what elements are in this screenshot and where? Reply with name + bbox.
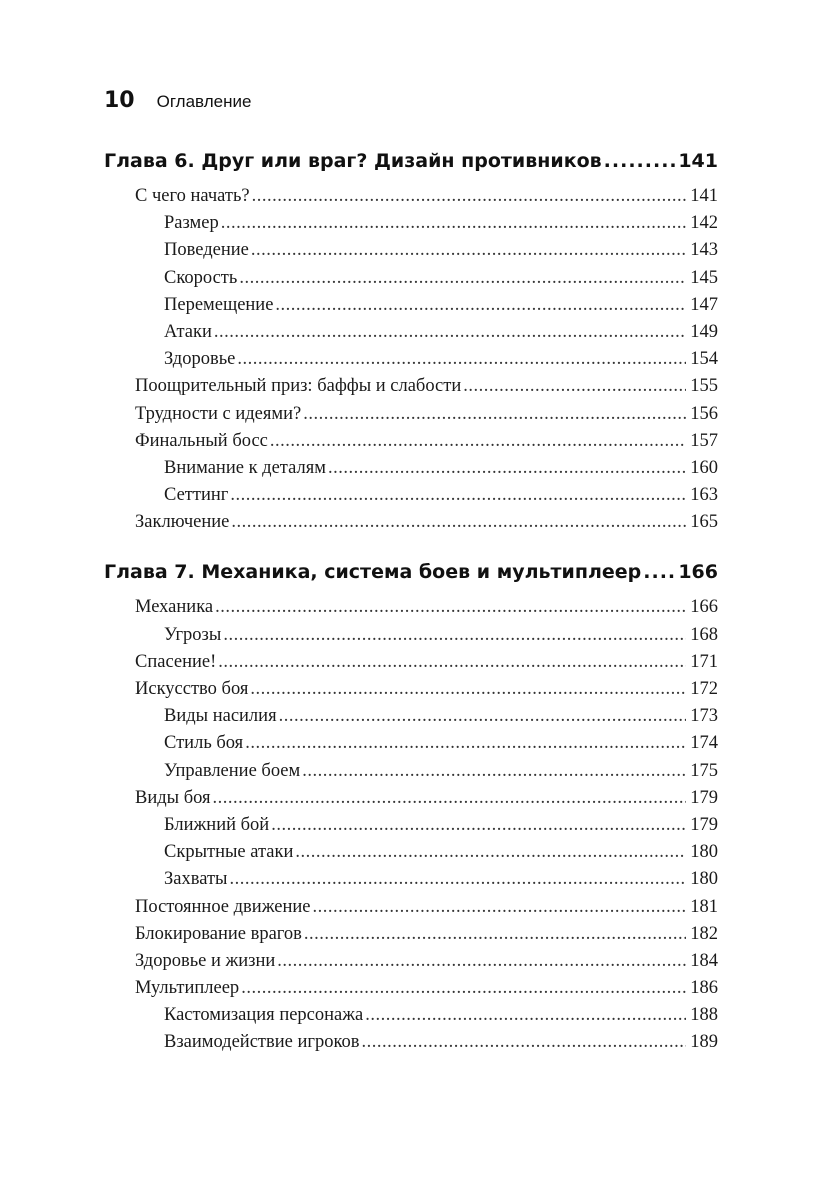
toc-entry-page: 172: [690, 679, 718, 699]
toc-entry[interactable]: [104, 897, 718, 924]
toc-entry[interactable]: [104, 788, 718, 815]
toc-entry-page: 155: [690, 376, 718, 397]
toc-entry-page: 188: [690, 1005, 718, 1026]
dot-leader: [271, 815, 686, 836]
dot-leader: [328, 458, 686, 479]
toc-entry-title: Трудности с идеями?: [135, 403, 302, 424]
toc-entry-title: Управление боем: [164, 760, 301, 781]
toc-entry-page: 142: [690, 213, 718, 234]
dot-leader: [231, 512, 686, 533]
dot-leader: [237, 349, 686, 370]
dot-leader: [463, 376, 686, 397]
page-header: [104, 88, 251, 120]
dot-leader: [304, 924, 686, 945]
toc-entry-title: Мультиплеер: [135, 978, 240, 999]
dot-leader: [252, 186, 686, 207]
toc-entry-page: 143: [690, 240, 718, 261]
toc-entry-page: 173: [690, 706, 718, 727]
toc-entry[interactable]: [104, 268, 718, 295]
toc-entry-title: Механика: [135, 597, 214, 618]
dot-leader: [277, 951, 686, 972]
dot-leader: [303, 404, 686, 425]
toc-entry-title: Спасение!: [135, 651, 217, 672]
dot-leader: [229, 869, 686, 890]
dot-leader: [643, 561, 676, 583]
toc-entry-page: 180: [690, 842, 718, 863]
dot-leader: [365, 1005, 686, 1026]
toc-entry-page: 160: [690, 457, 718, 478]
toc-entry-page: 179: [690, 814, 718, 835]
toc-entry[interactable]: [104, 842, 718, 869]
toc-entry[interactable]: [104, 679, 718, 706]
dot-leader: [279, 706, 686, 727]
toc-entry[interactable]: [104, 1032, 718, 1059]
toc-entry-title: Перемещение: [164, 294, 274, 315]
toc-entry-page: 168: [690, 624, 718, 645]
toc-entry-title: Искусство боя: [135, 679, 249, 699]
toc-entry-page: 189: [690, 1032, 718, 1053]
toc-entry-page: 174: [690, 733, 718, 754]
toc-entry[interactable]: [104, 1005, 718, 1032]
toc-entry-title: Внимание к деталям: [164, 457, 326, 478]
toc-entry-title: Заключение: [135, 512, 230, 533]
toc-entry[interactable]: [104, 815, 718, 842]
toc-entry-page: 145: [690, 267, 718, 288]
toc-entry-page: 141: [690, 186, 718, 206]
dot-leader: [250, 679, 686, 700]
dot-leader: [214, 322, 686, 343]
chapter-page: 141: [678, 150, 718, 172]
toc-entry-title: Сеттинг: [164, 485, 229, 506]
toc-entry-title: Постоянное движение: [135, 896, 311, 917]
dot-leader: [218, 652, 686, 673]
dot-leader: [215, 597, 686, 618]
toc-entry[interactable]: [104, 322, 718, 349]
dot-leader: [223, 625, 686, 646]
toc-entry[interactable]: [104, 924, 718, 951]
chapter-page: 166: [678, 561, 718, 584]
toc-entry-title: С чего начать?: [135, 186, 250, 206]
dot-leader: [362, 1032, 687, 1053]
dot-leader: [275, 295, 686, 316]
toc-entry-title: Поощрительный приз: баффы и слабости: [135, 376, 462, 397]
toc-entry-page: 186: [690, 978, 718, 999]
dot-leader: [213, 788, 686, 809]
toc-entry-title: Скорость: [164, 267, 238, 288]
toc-entry[interactable]: [104, 761, 718, 788]
toc-entry[interactable]: [104, 951, 718, 978]
toc-entry-title: Взаимодействие игроков: [164, 1032, 360, 1053]
toc-entry-page: 179: [690, 787, 718, 808]
toc-entry[interactable]: [104, 376, 718, 403]
toc-entry-page: 154: [690, 349, 718, 370]
toc-entry-page: 182: [690, 923, 718, 944]
toc-entry-page: 157: [690, 430, 718, 451]
toc-entry-page: 149: [690, 321, 718, 342]
toc-entry-title: Стиль боя: [164, 733, 244, 754]
toc-entry-page: 163: [690, 485, 718, 506]
toc-entry-page: 156: [690, 403, 718, 424]
toc-entry-title: Угрозы: [164, 624, 222, 645]
toc-entry[interactable]: [104, 597, 718, 624]
toc-entry-title: Финальный босс: [135, 430, 268, 451]
toc-entry[interactable]: [104, 349, 718, 376]
dot-leader: [270, 431, 686, 452]
toc-entry[interactable]: [104, 213, 718, 240]
toc-entry[interactable]: [104, 431, 718, 458]
running-title: Оглавление: [156, 92, 252, 111]
toc-entry[interactable]: [104, 978, 718, 1005]
toc-entry[interactable]: [104, 625, 718, 652]
dot-leader: [245, 733, 686, 754]
toc-entry-title: Поведение: [164, 240, 249, 261]
toc-entry[interactable]: [104, 295, 718, 322]
toc-entry[interactable]: [104, 186, 718, 213]
dot-leader: [312, 897, 686, 918]
dot-leader: [251, 240, 686, 261]
dot-leader: [239, 268, 686, 289]
toc-entry-title: Здоровье и жизни: [135, 950, 276, 971]
toc-entry-title: Кастомизация персонажа: [164, 1005, 364, 1026]
toc-entry[interactable]: [104, 733, 718, 760]
chapter-7-heading[interactable]: [104, 561, 718, 597]
dot-leader: [302, 761, 686, 782]
table-of-contents: [104, 150, 718, 1060]
toc-entry[interactable]: [104, 869, 718, 896]
toc-entry[interactable]: [104, 404, 718, 431]
toc-entry-title: Ближний бой: [164, 814, 270, 835]
toc-entry-page: 165: [690, 512, 718, 533]
page-number: 10: [104, 88, 135, 113]
dot-leader: [230, 485, 686, 506]
toc-entry-title: Здоровье: [164, 349, 236, 370]
toc-entry[interactable]: [104, 512, 718, 539]
toc-entry-title: Размер: [164, 213, 219, 234]
toc-entry-page: 166: [690, 597, 718, 618]
toc-entry-title: Блокирование врагов: [135, 923, 302, 944]
toc-entry-title: Атаки: [164, 321, 212, 342]
chapter-title: Глава 6. Друг или враг? Дизайн противников: [104, 150, 602, 172]
chapter-title: Глава 7. Механика, система боев и мультиплеер: [104, 561, 642, 584]
toc-entry-title: Виды боя: [135, 787, 211, 808]
toc-entry-page: 175: [690, 760, 718, 781]
toc-entry-page: 171: [690, 651, 718, 672]
toc-entry-page: 180: [690, 869, 718, 890]
toc-entry-title: Виды насилия: [164, 706, 277, 727]
toc-entry-page: 184: [690, 950, 718, 971]
dot-leader: [604, 150, 677, 172]
toc-entry[interactable]: [104, 485, 718, 512]
toc-entry[interactable]: [104, 458, 718, 485]
toc-entry[interactable]: [104, 706, 718, 733]
toc-entry-title: Захваты: [164, 869, 228, 890]
dot-leader: [295, 842, 686, 863]
dot-leader: [241, 978, 686, 999]
toc-entry-page: 147: [690, 294, 718, 315]
toc-entry-title: Скрытные атаки: [164, 842, 294, 863]
chapter-6-heading[interactable]: [104, 150, 718, 186]
dot-leader: [221, 213, 686, 234]
toc-entry-page: 181: [690, 896, 718, 917]
toc-entry[interactable]: [104, 240, 718, 267]
toc-entry[interactable]: [104, 652, 718, 679]
